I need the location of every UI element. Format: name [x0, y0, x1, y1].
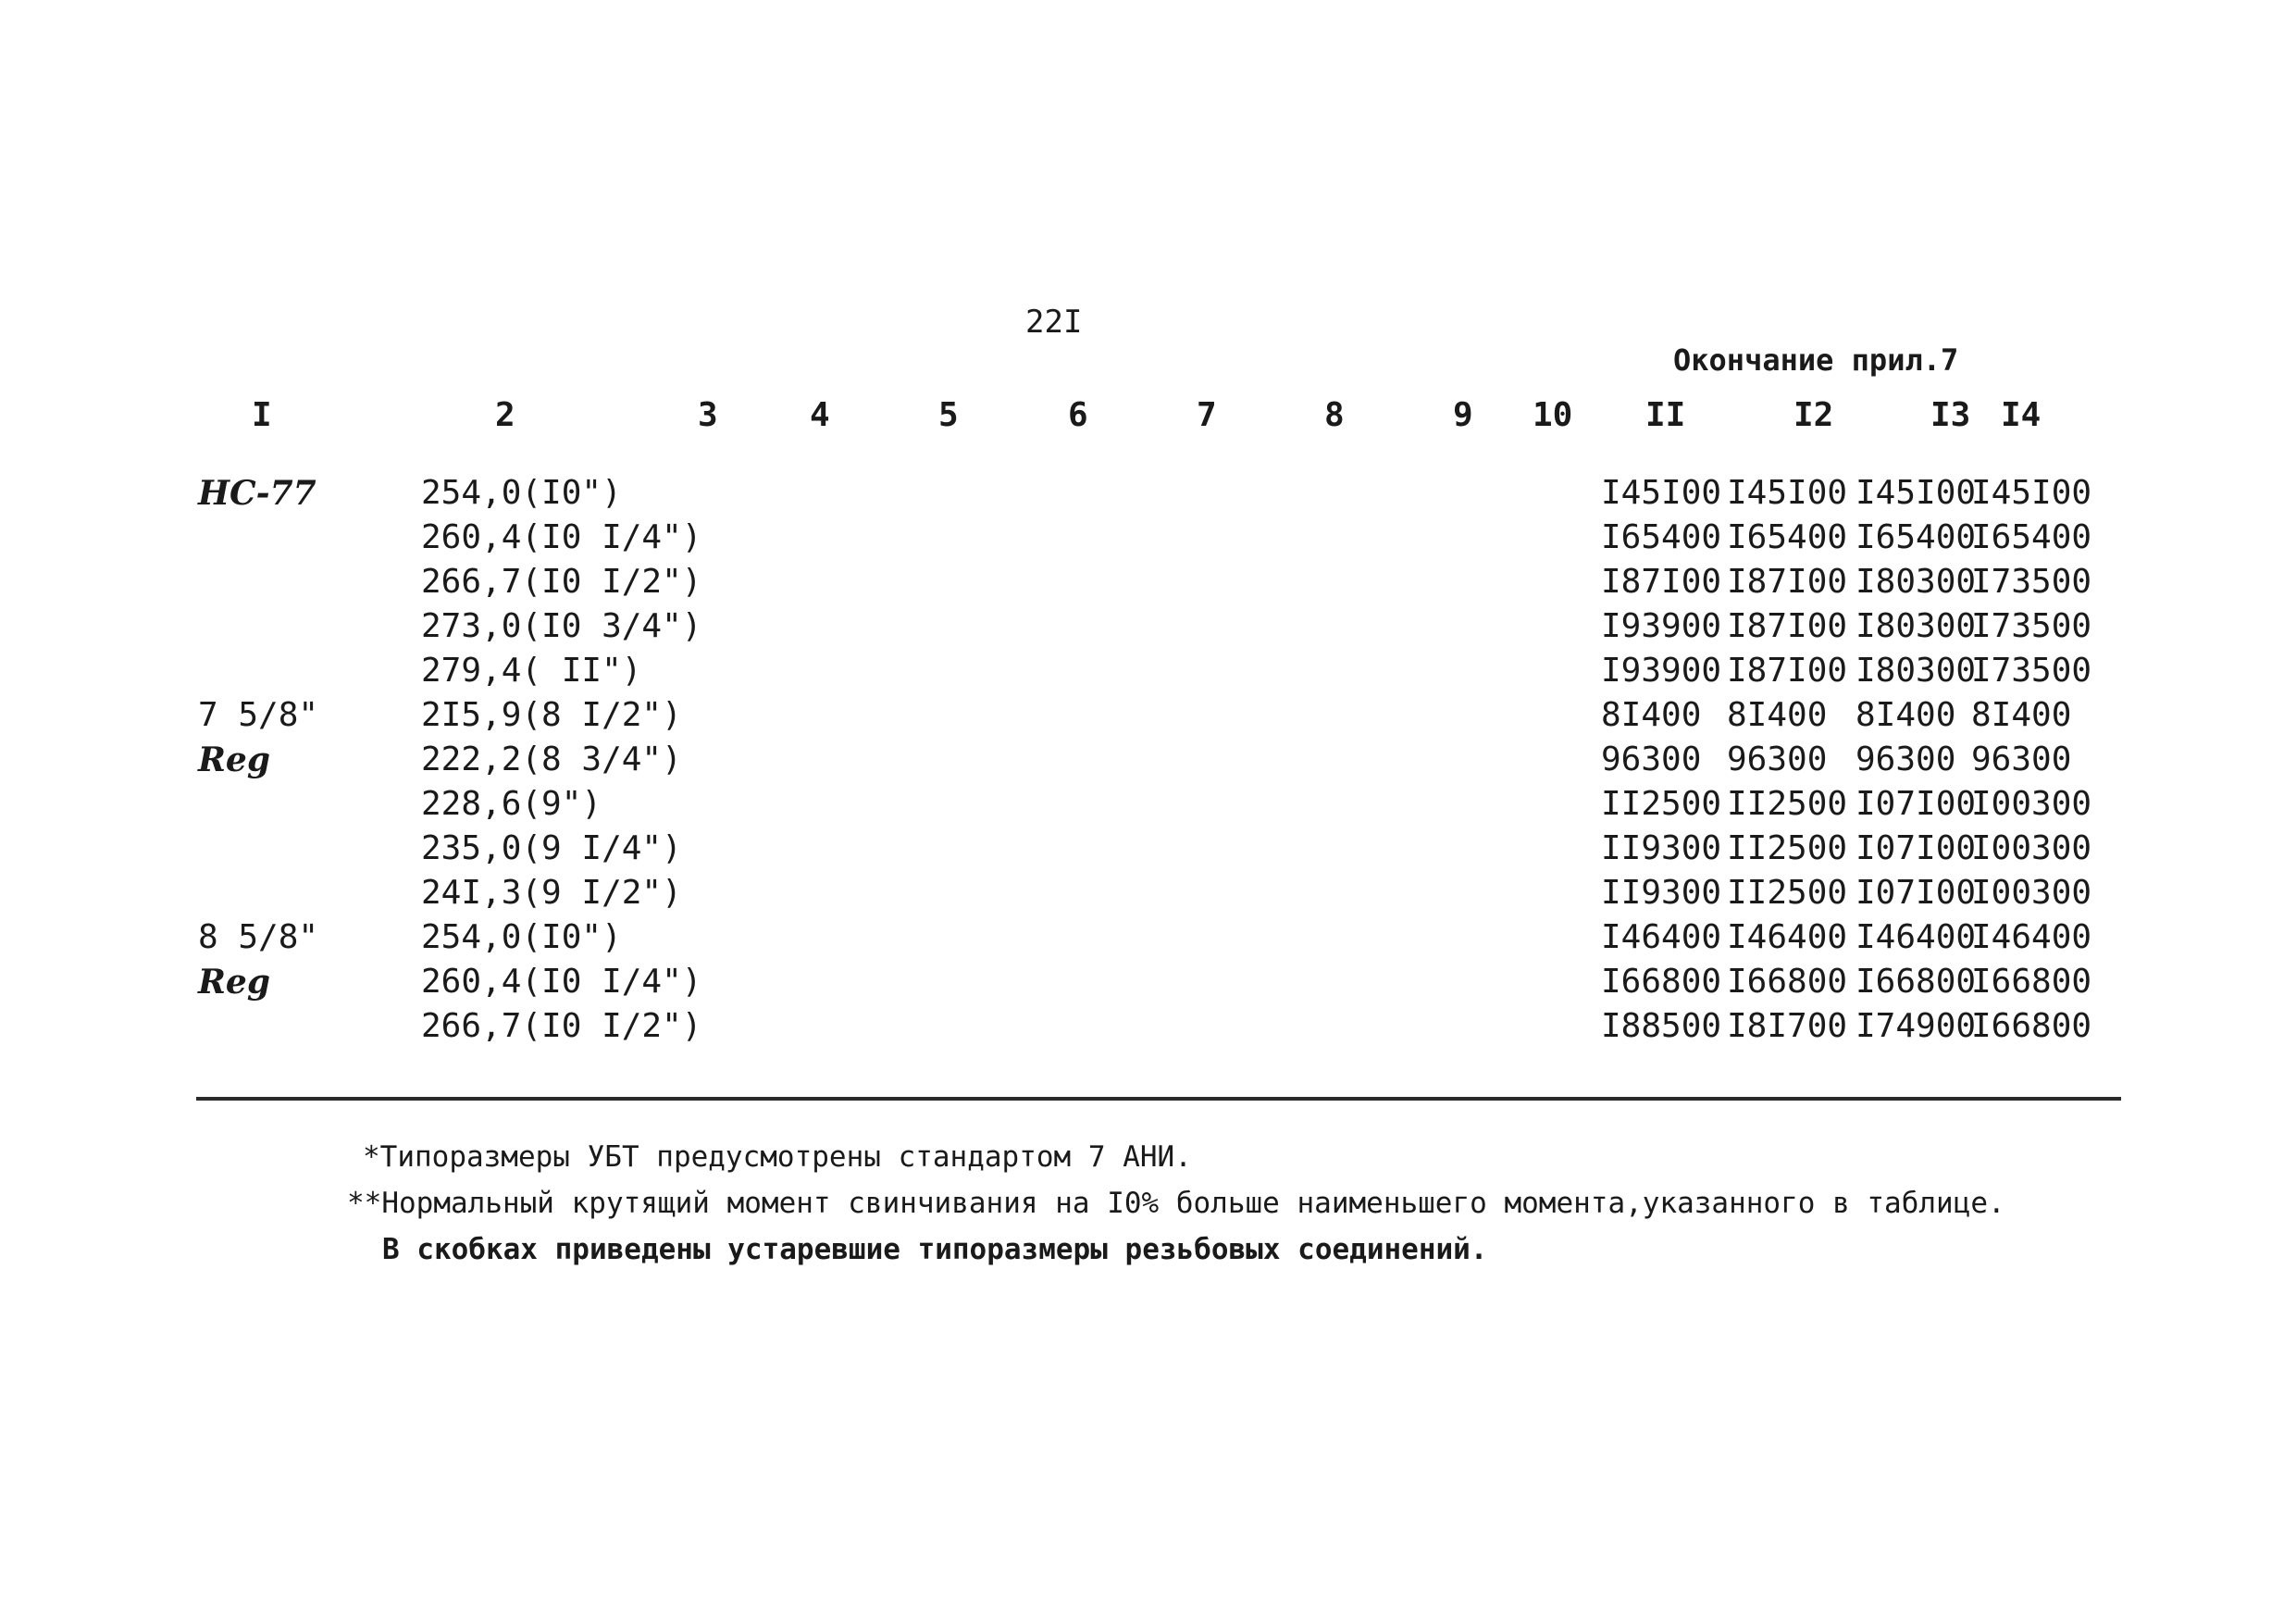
footnote-torque: **Нормальный крутящий момент свинчивания на I0% больше наименьшего момента,указанного в таблице.: [347, 1187, 2005, 1220]
torque-cell: 8I400: [1855, 696, 1956, 734]
torque-cell: I46400: [1601, 918, 1722, 956]
torque-cell: I00300: [1971, 874, 2092, 912]
torque-cell: I80300: [1855, 652, 1977, 690]
row-label-cell: 7 5/8": [198, 696, 319, 734]
size-cell: 24I,3(9 I/2"): [421, 874, 682, 912]
torque-cell: I80300: [1855, 607, 1977, 645]
torque-cell: II9300: [1601, 829, 1722, 867]
torque-cell: II2500: [1727, 829, 1848, 867]
torque-cell: I73500: [1971, 652, 2092, 690]
torque-cell: I93900: [1601, 607, 1722, 645]
page-number: 22I: [1025, 304, 1083, 341]
column-header: 5: [938, 396, 959, 434]
size-cell: 273,0(I0 3/4"): [421, 607, 702, 645]
column-header: I: [252, 396, 272, 434]
column-header: 6: [1068, 396, 1088, 434]
torque-cell: 96300: [1727, 741, 1828, 778]
torque-cell: I88500: [1601, 1007, 1722, 1045]
torque-cell: I07I00: [1855, 874, 1977, 912]
footnote-standard: *Типоразмеры УБТ предусмотрены стандартом 7 АНИ.: [363, 1140, 1192, 1174]
footnote-brackets: В скобках приведены устаревшие типоразмеры резьбовых соединений.: [382, 1233, 1488, 1266]
torque-cell: I65400: [1855, 518, 1977, 556]
column-header: 9: [1453, 396, 1473, 434]
torque-cell: I80300: [1855, 563, 1977, 601]
size-cell: 260,4(I0 I/4"): [421, 963, 702, 1001]
torque-cell: 96300: [1855, 741, 1956, 778]
torque-cell: II2500: [1727, 785, 1848, 823]
size-cell: 254,0(I0"): [421, 474, 622, 512]
row-label-cell: 8 5/8": [198, 918, 319, 956]
torque-cell: I66800: [1727, 963, 1848, 1001]
torque-cell: I65400: [1971, 518, 2092, 556]
torque-cell: I65400: [1727, 518, 1848, 556]
torque-cell: I45I00: [1971, 474, 2092, 512]
torque-cell: 8I400: [1727, 696, 1828, 734]
torque-cell: I46400: [1855, 918, 1977, 956]
torque-cell: I07I00: [1855, 829, 1977, 867]
size-cell: 266,7(I0 I/2"): [421, 563, 702, 601]
torque-cell: I00300: [1971, 829, 2092, 867]
torque-cell: I73500: [1971, 607, 2092, 645]
continuation-label: Окончание прил.7: [1673, 342, 1959, 378]
torque-cell: I66800: [1971, 963, 2092, 1001]
column-header: II: [1645, 396, 1686, 434]
torque-cell: I87I00: [1727, 563, 1848, 601]
torque-cell: I66800: [1971, 1007, 2092, 1045]
torque-cell: 8I400: [1971, 696, 2072, 734]
torque-cell: I66800: [1601, 963, 1722, 1001]
torque-cell: I66800: [1855, 963, 1977, 1001]
torque-cell: 96300: [1971, 741, 2072, 778]
column-header: 2: [495, 396, 515, 434]
torque-cell: I93900: [1601, 652, 1722, 690]
torque-cell: I46400: [1727, 918, 1848, 956]
torque-cell: II9300: [1601, 874, 1722, 912]
torque-cell: I00300: [1971, 785, 2092, 823]
size-cell: 279,4( II"): [421, 652, 642, 690]
torque-cell: I45I00: [1601, 474, 1722, 512]
size-cell: 266,7(I0 I/2"): [421, 1007, 702, 1045]
column-header: 4: [810, 396, 830, 434]
torque-cell: I87I00: [1727, 652, 1848, 690]
column-header: 3: [698, 396, 718, 434]
column-header: I3: [1930, 396, 1971, 434]
row-label-cell: Reg: [198, 963, 270, 1002]
torque-cell: I46400: [1971, 918, 2092, 956]
torque-cell: 96300: [1601, 741, 1702, 778]
column-header: I2: [1793, 396, 1834, 434]
table-bottom-rule: [196, 1097, 2121, 1101]
torque-cell: II2500: [1727, 874, 1848, 912]
column-header: I4: [2001, 396, 2042, 434]
size-cell: 260,4(I0 I/4"): [421, 518, 702, 556]
column-header: 8: [1324, 396, 1345, 434]
torque-cell: I74900: [1855, 1007, 1977, 1045]
size-cell: 228,6(9"): [421, 785, 602, 823]
size-cell: 2I5,9(8 I/2"): [421, 696, 682, 734]
column-header: 7: [1197, 396, 1217, 434]
row-label-cell: Reg: [198, 741, 270, 779]
torque-cell: 8I400: [1601, 696, 1702, 734]
size-cell: 222,2(8 3/4"): [421, 741, 682, 778]
size-cell: 254,0(I0"): [421, 918, 622, 956]
torque-cell: I73500: [1971, 563, 2092, 601]
torque-cell: I45I00: [1727, 474, 1848, 512]
column-header: 10: [1533, 396, 1573, 434]
torque-cell: II2500: [1601, 785, 1722, 823]
torque-cell: I45I00: [1855, 474, 1977, 512]
torque-cell: I07I00: [1855, 785, 1977, 823]
size-cell: 235,0(9 I/4"): [421, 829, 682, 867]
torque-cell: I8I700: [1727, 1007, 1848, 1045]
torque-cell: I87I00: [1601, 563, 1722, 601]
torque-cell: I87I00: [1727, 607, 1848, 645]
row-label-cell: НС-77: [198, 474, 316, 513]
torque-cell: I65400: [1601, 518, 1722, 556]
